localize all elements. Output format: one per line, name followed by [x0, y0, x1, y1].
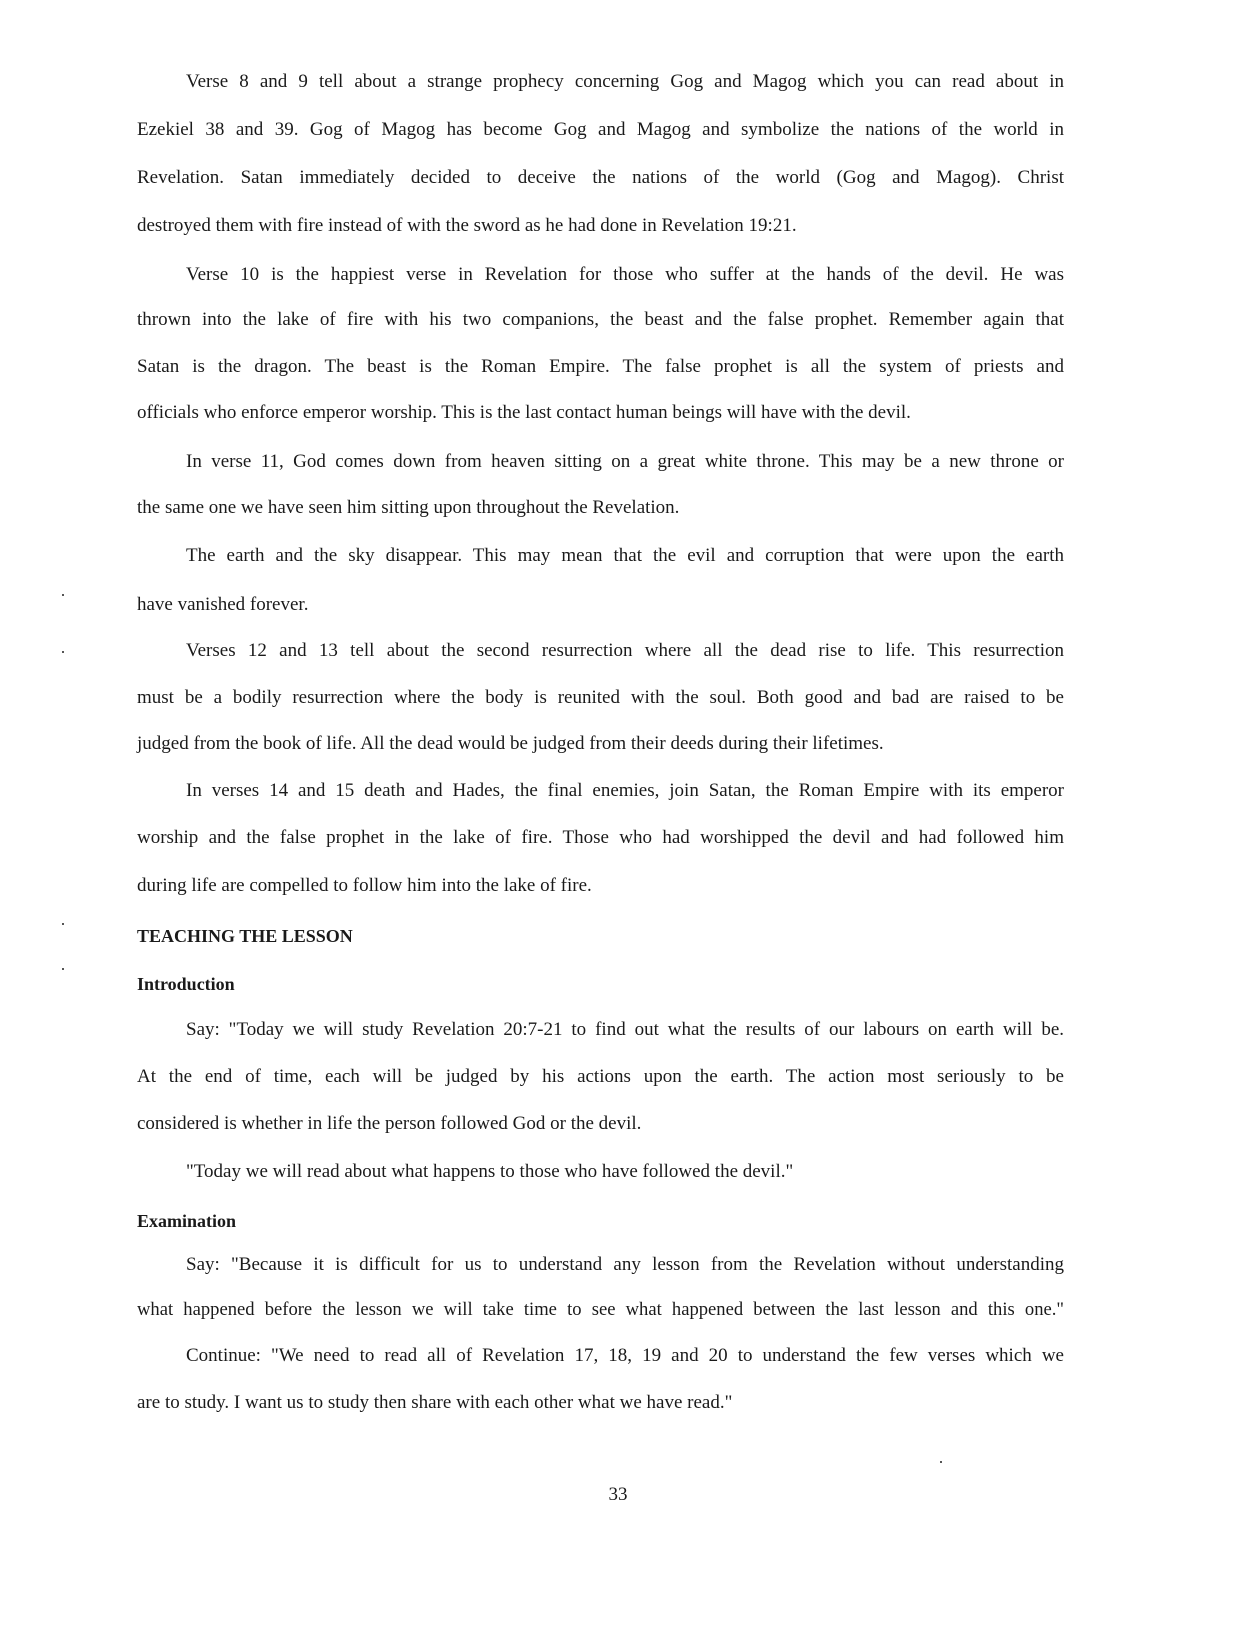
- text-line: Say: "Today we will study Revelation 20:7-21 to find out what the results of our labours on earth will be.: [186, 1019, 1064, 1040]
- text-line: Ezekiel 38 and 39. Gog of Magog has become Gog and Magog and symbolize the nations of the world in: [137, 119, 1064, 140]
- text-line: judged from the book of life. All the dead would be judged from their deeds during their lifetimes.: [137, 733, 884, 754]
- text-line: destroyed them with fire instead of with the sword as he had done in Revelation 19:21.: [137, 215, 797, 236]
- text-line: are to study. I want us to study then share with each other what we have read.": [137, 1392, 733, 1413]
- section-heading: TEACHING THE LESSON: [137, 926, 353, 946]
- text-line: Verse 10 is the happiest verse in Revelation for those who suffer at the hands of the devil. He was: [186, 264, 1064, 285]
- text-line: Say: "Because it is difficult for us to understand any lesson from the Revelation without understanding: [186, 1254, 1064, 1275]
- text-line: have vanished forever.: [137, 594, 309, 615]
- text-line: The earth and the sky disappear. This may mean that the evil and corruption that were upon the earth: [186, 545, 1064, 566]
- text-line: "Today we will read about what happens to those who have followed the devil.": [186, 1161, 794, 1182]
- text-line: considered is whether in life the person followed God or the devil.: [137, 1113, 642, 1134]
- text-line: must be a bodily resurrection where the body is reunited with the soul. Both good and bad are raised to be: [137, 687, 1064, 708]
- text-line: Satan is the dragon. The beast is the Roman Empire. The false prophet is all the system of priests and: [137, 356, 1064, 377]
- page-number: 33: [608, 1484, 628, 1505]
- text-line: during life are compelled to follow him into the lake of fire.: [137, 875, 592, 896]
- scan-speck: [62, 651, 64, 653]
- text-line: Revelation. Satan immediately decided to deceive the nations of the world (Gog and Magog). Christ: [137, 167, 1064, 188]
- scan-speck: [940, 1461, 942, 1463]
- text-line: the same one we have seen him sitting upon throughout the Revelation.: [137, 497, 680, 518]
- text-line: At the end of time, each will be judged by his actions upon the earth. The action most seriously to be: [137, 1066, 1064, 1087]
- text-line: Verses 12 and 13 tell about the second resurrection where all the dead rise to life. This resurrection: [186, 640, 1064, 661]
- text-line: Continue: "We need to read all of Revelation 17, 18, 19 and 20 to understand the few verses which we: [186, 1345, 1064, 1366]
- scan-speck: [62, 923, 64, 925]
- text-line: In verses 14 and 15 death and Hades, the final enemies, join Satan, the Roman Empire with its emperor: [186, 780, 1064, 801]
- subheading-introduction: Introduction: [137, 974, 235, 994]
- subheading-examination: Examination: [137, 1211, 237, 1231]
- scan-speck: [62, 594, 64, 596]
- text-line: thrown into the lake of fire with his two companions, the beast and the false prophet. Remember again that: [137, 309, 1064, 330]
- text-line: In verse 11, God comes down from heaven sitting on a great white throne. This may be a new throne or: [186, 451, 1064, 472]
- text-line: Verse 8 and 9 tell about a strange prophecy concerning Gog and Magog which you can read about in: [186, 71, 1064, 92]
- text-line: what happened before the lesson we will take time to see what happened between the last lesson and this one.": [137, 1299, 1064, 1320]
- text-line: officials who enforce emperor worship. This is the last contact human beings will have with the devil.: [137, 402, 911, 423]
- scan-speck: [62, 968, 64, 970]
- text-line: worship and the false prophet in the lake of fire. Those who had worshipped the devil and had followed him: [137, 827, 1064, 848]
